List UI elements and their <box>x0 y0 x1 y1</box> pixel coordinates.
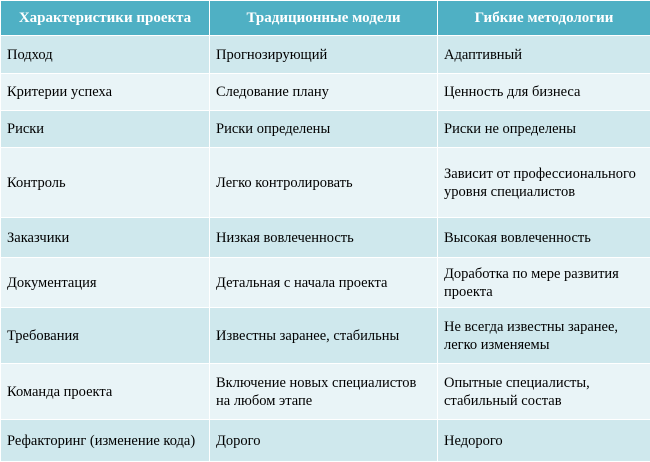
row-traditional: Риски определены <box>210 111 438 148</box>
row-traditional: Дорого <box>210 420 438 462</box>
row-characteristic: Подход <box>1 36 210 74</box>
row-agile: Недорого <box>438 420 650 462</box>
table-row <box>1 258 650 308</box>
table-body <box>1 36 650 462</box>
header-characteristics: Характеристики проекта <box>1 1 210 36</box>
row-traditional: Известны заранее, стабильны <box>210 308 438 364</box>
row-agile: Высокая вовлеченность <box>438 218 650 258</box>
row-agile: Доработка по мере развития проекта <box>438 258 650 308</box>
table-row <box>1 36 650 74</box>
table-row <box>1 308 650 364</box>
row-characteristic: Команда проекта <box>1 364 210 420</box>
row-agile: Опытные специалисты, стабильный состав <box>438 364 650 420</box>
row-traditional: Легко контролировать <box>210 148 438 218</box>
table-row <box>1 74 650 111</box>
table-row <box>1 111 650 148</box>
row-characteristic: Рефакторинг (изменение кода) <box>1 420 210 462</box>
row-agile: Риски не определены <box>438 111 650 148</box>
row-traditional: Детальная с начала проекта <box>210 258 438 308</box>
row-traditional: Прогнозирующий <box>210 36 438 74</box>
row-characteristic: Заказчики <box>1 218 210 258</box>
table-row <box>1 218 650 258</box>
row-agile: Зависит от профессионального уровня специалистов <box>438 148 650 218</box>
row-characteristic: Риски <box>1 111 210 148</box>
row-traditional: Включение новых специалистов на любом этапе <box>210 364 438 420</box>
header-agile-methodologies: Гибкие методологии <box>438 1 650 36</box>
row-traditional: Следование плану <box>210 74 438 111</box>
row-characteristic: Документация <box>1 258 210 308</box>
row-agile: Адаптивный <box>438 36 650 74</box>
table-row <box>1 420 650 462</box>
row-traditional: Низкая вовлеченность <box>210 218 438 258</box>
row-agile: Не всегда известны заранее, легко изменяемы <box>438 308 650 364</box>
header-row <box>1 1 650 36</box>
row-characteristic: Требования <box>1 308 210 364</box>
row-characteristic: Критерии успеха <box>1 74 210 111</box>
row-agile: Ценность для бизнеса <box>438 74 650 111</box>
header-traditional-models: Традиционные модели <box>210 1 438 36</box>
table-row <box>1 364 650 420</box>
table-header <box>1 1 650 36</box>
row-characteristic: Контроль <box>1 148 210 218</box>
table-row <box>1 148 650 218</box>
